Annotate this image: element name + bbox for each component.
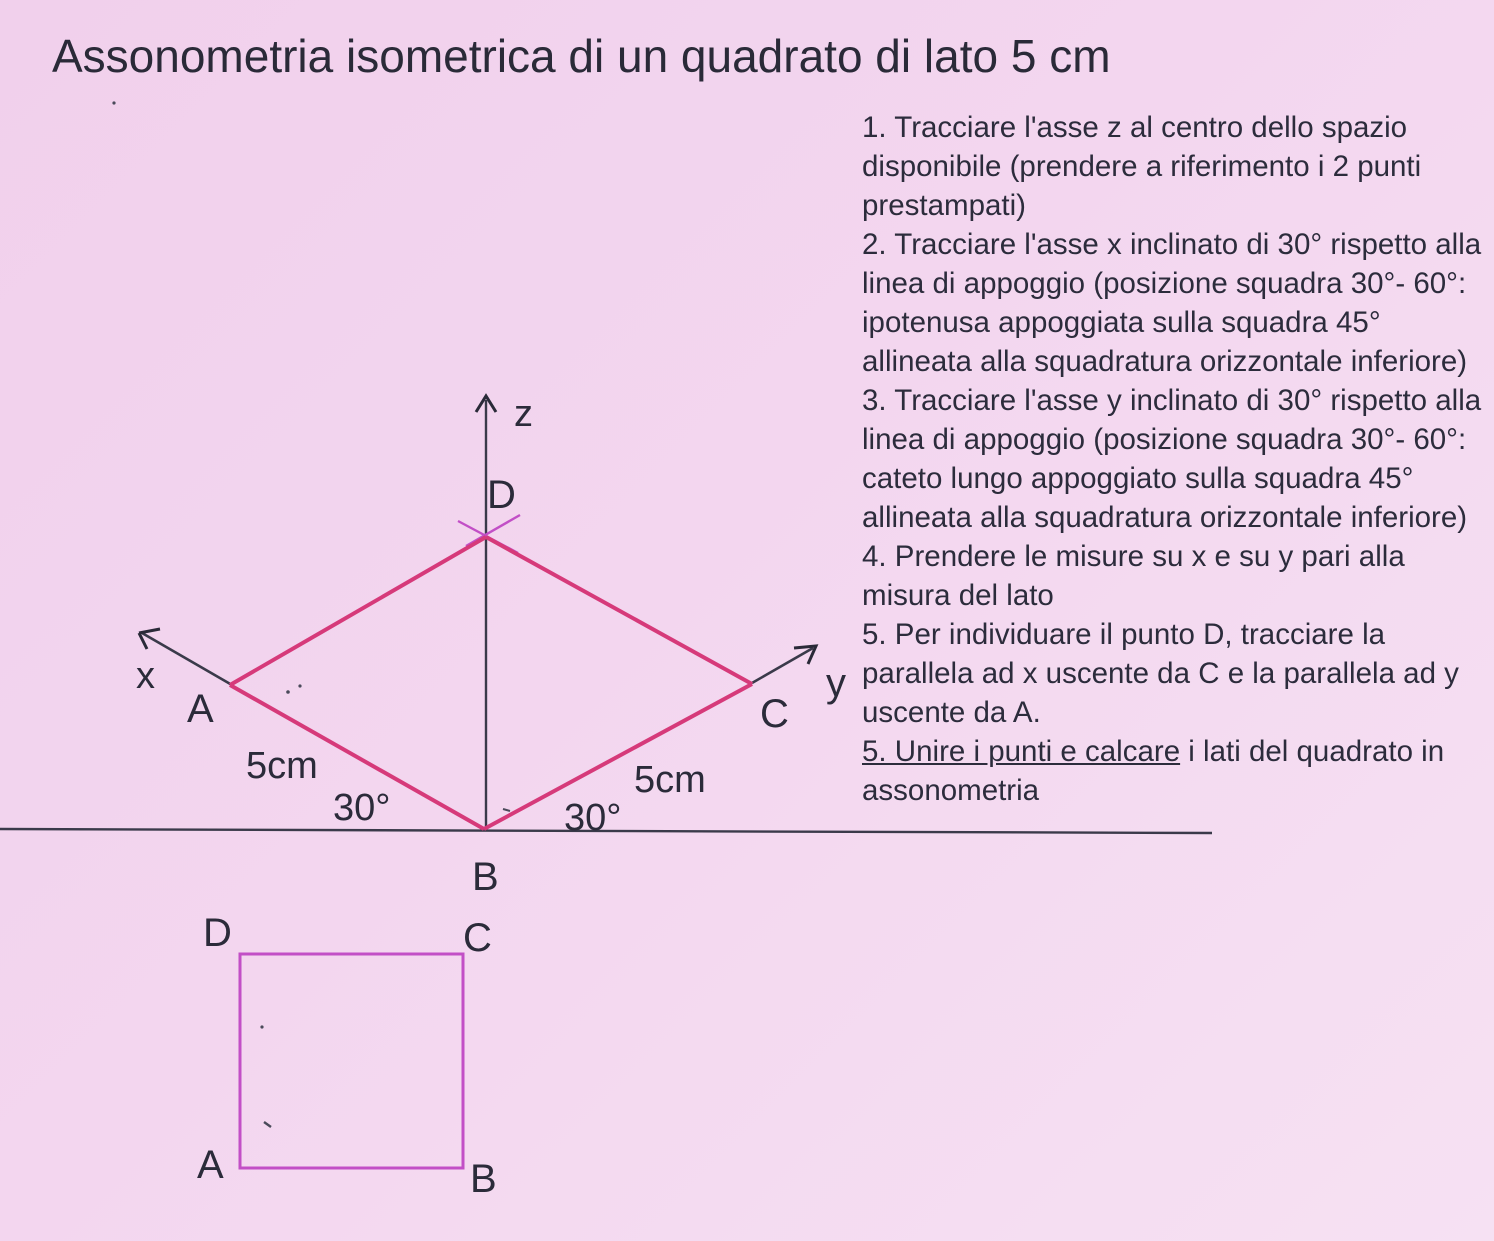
angle-right-label: 30°	[564, 797, 622, 839]
instruction-step-2: 2. Tracciare l'asse x inclinato di 30° rispetto alla linea di appoggio (posizione squadra 30°- 60°: ipotenusa appoggiata sulla squadra 45° allineata alla squadratura orizzontale inferiore)	[862, 228, 1482, 378]
instruction-step-4: 4. Prendere le misure su x e su y pari alla misura del lato	[862, 540, 1405, 612]
y-axis-extension	[752, 648, 813, 683]
speck-dash	[264, 1122, 271, 1127]
point-b-label: B	[472, 855, 499, 899]
instruction-step-1: 1. Tracciare l'asse z al centro dello spazio disponibile (prendere a riferimento i 2 punti prestampati)	[862, 111, 1422, 222]
plan-point-d-label: D	[203, 911, 232, 955]
instruction-step-6-underlined: 5. Unire i punti e calcare	[862, 735, 1181, 768]
rhombus-side-da	[230, 537, 486, 685]
plan-square	[240, 954, 463, 1168]
rhombus-side-cd	[486, 537, 752, 684]
speck-dash	[503, 809, 510, 811]
side-length-left-label: 5cm	[246, 745, 318, 787]
x-axis-arrow-icon	[139, 629, 160, 649]
speck-dot	[298, 684, 301, 687]
x-axis-label: x	[136, 655, 155, 697]
side-length-right-label: 5cm	[634, 759, 706, 801]
y-axis-label: y	[826, 661, 846, 705]
speck-dot	[286, 690, 290, 694]
page-title: Assonometria isometrica di un quadrato di lato 5 cm	[52, 30, 1111, 82]
instruction-step-5: 5. Per individuare il punto D, tracciare la parallela ad x uscente da C e la parallela ad y uscente da A.	[862, 618, 1459, 729]
x-axis-extension	[142, 633, 232, 685]
point-a-label: A	[187, 687, 214, 731]
z-axis-label: z	[514, 393, 533, 435]
point-d-label: D	[487, 473, 516, 517]
instruction-step-6-rest: i lati del quadrato in assonometria	[862, 735, 1445, 807]
plan-point-b-label: B	[470, 1157, 497, 1201]
point-c-label: C	[760, 692, 789, 736]
plan-point-a-label: A	[197, 1143, 224, 1187]
angle-left-label: 30°	[333, 787, 391, 829]
speck-dot	[260, 1025, 263, 1028]
speck-dot	[112, 101, 115, 104]
plan-point-c-label: C	[463, 916, 492, 960]
instruction-step-3: 3. Tracciare l'asse y inclinato di 30° rispetto alla linea di appoggio (posizione squadra 30°- 60°: cateto lungo appoggiato sulla squadra 45° allineata alla squadratura orizzontale inferiore)	[862, 384, 1482, 534]
